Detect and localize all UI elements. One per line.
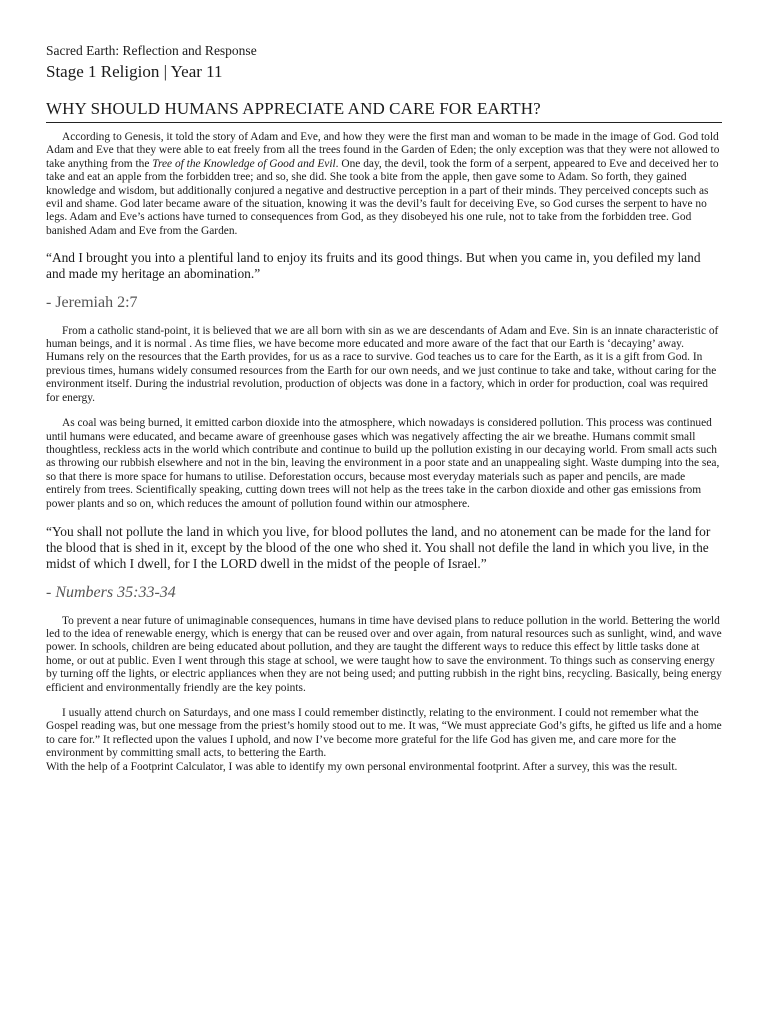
paragraph-renewable-energy: To prevent a near future of unimaginable consequences, humans in time have devised plans to reduce pollution in the world. Bettering the world led to the idea of renewable energy, which is energy that can be reused over and over again, from natural resources such as sunlight, wind, and wave power. In schools, children are being educated about pollution, and they are taught the different ways to reduce this effect by little tasks done at home, or out at public. Even I went through this stage at school, we were taught how to save the environment. To things such as conserving energy by turning off the lights, or electric appliances when they are not being used; and putting rubbish in the right bins, recycling. Basically, being energy efficient and environmentally friendly are the key points. — [46, 614, 722, 694]
quote-jeremiah: “And I brought you into a plentiful land to enjoy its fruits and its good things. But when you came in, you defiled my land and made my heritage an abomination.” — [46, 250, 701, 282]
document-subject: Sacred Earth: Reflection and Response — [46, 43, 257, 58]
paragraph-footprint-calculator: With the help of a Footprint Calculator, I was able to identify my own personal environmental footprint. After a survey, this was the result. — [46, 760, 678, 773]
paragraph-church-homily: I usually attend church on Saturdays, and one mass I could remember distinctly, relating to the environment. I could not remember what the Gospel reading was, but one message from the priest’s homily stood out to me. It was, “We must appreciate God’s gifts, he gifted us life and a home to care for.” It reflected upon the values I uphold, and now I’ve become more grateful for the life God has given me, and care more for the environment by committing small acts, to bettering the Earth. — [46, 706, 722, 760]
paragraph-genesis — [46, 131, 722, 238]
course-heading: Stage 1 Religion | Year 11 — [46, 62, 223, 81]
tree-of-knowledge-phrase: Tree of the Knowledge of Good and Evil — [152, 157, 336, 170]
reference-jeremiah: - Jeremiah 2:7 — [46, 293, 138, 311]
paragraph-coal-pollution: As coal was being burned, it emitted carbon dioxide into the atmosphere, which nowadays is considered pollution. This process was continued until humans were educated, and became aware of greenhouse gases which was negatively affecting the air we breathe. Humans commit small thoughtless, reckless acts in the world which contribute and continue to build up the pollution existing in our decaying world. From small acts such as throwing our rubbish elsewhere and not in the bin, leaving the environment in a poor state and an unappealing sight. Waste dumping into the sea, so that there is more space for humans to utilise. Deforestation occurs, because most everyday materials such as paper and pencils, are made entirely from trees. Scientifically speaking, cutting down trees will not help as the trees take in the carbon dioxide and other gas emissions from power plants and so on, which reduces the amount of pollution found within our atmosphere. — [46, 417, 720, 510]
quote-numbers: “You shall not pollute the land in which you live, for blood pollutes the land, and no atonement can be made for the land for the blood that is shed in it, except by the blood of the one who shed it. You shall not defile the land in which you live, in the midst of which I dwell, for I the LORD dwell in the midst of the people of Israel.” — [46, 523, 711, 572]
page-title: WHY SHOULD HUMANS APPRECIATE AND CARE FOR EARTH? — [46, 98, 722, 123]
paragraph-genesis-part-a: According to Genesis, it told the story of Adam and Eve, and how they were the first man and woman to be made in the image of God. God told Adam and Eve that they were able to eat freely from all the trees found in the Garden of Eden; the only exception was that they were not allowed to take anything from the — [46, 131, 720, 170]
reference-numbers: - Numbers 35:33-34 — [46, 583, 176, 601]
paragraph-genesis-part-b: . One day, the devil, took the form of a serpent, appeared to Eve and deceived her to take and eat an apple from the forbidden tree; and so, she did. She took a bite from the apple, then gave some to Adam. So forth, they gained knowledge and wisdom, but additionally conjured a negative and destructive perception in a part of their minds. They perceived concepts such as evil and shame. God later became aware of the situation, knowing it was the devil’s fault for deceiving Eve, so God curses the serpent to have no legs. Adam and Eve’s actions have turned to consequences from God, as they disobeyed his one rule, not to take from the forbidden tree. God banished Adam and Eve from the Garden. — [46, 157, 719, 237]
paragraph-catholic-view: From a catholic stand-point, it is believed that we are all born with sin as we are descendants of Adam and Eve. Sin is an innate characteristic of human beings, and it is normal . As time flies, we have become more educated and more aware of the fact that our Earth is ‘decaying’ away. Humans rely on the resources that the Earth provides, for us as a race to survive. God teaches us to care for the Earth, as it is a gift from God. In previous times, humans widely consumed resources from the Earth for our own needs, and we just continue to take and take, without caring for the environment itself. During the industrial revolution, production of objects was done in a factory, which in order for production, coal was required for energy. — [46, 324, 719, 404]
